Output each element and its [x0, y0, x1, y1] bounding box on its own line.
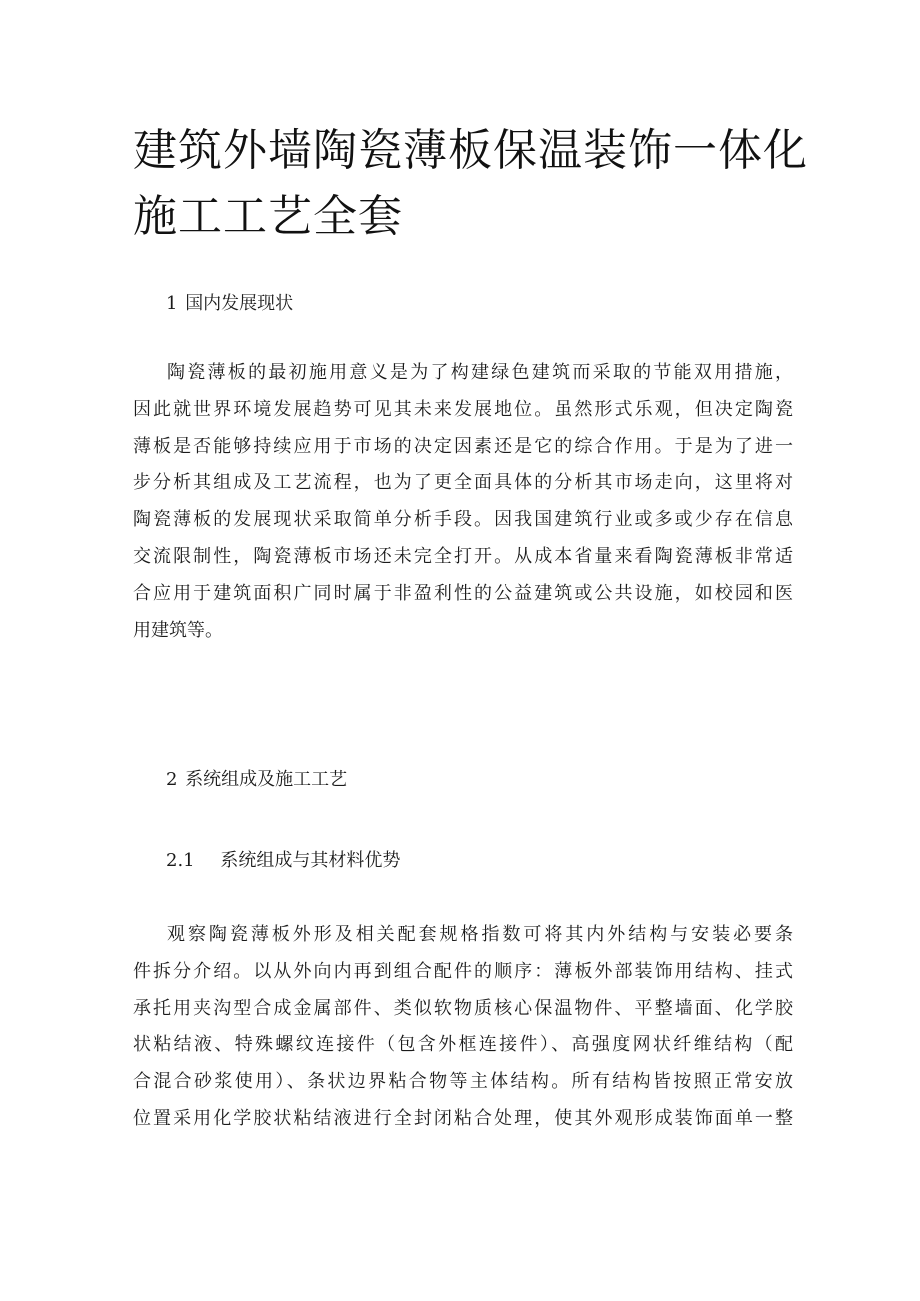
paragraph-domestic-status	[133, 355, 793, 649]
paragraph-line: 观察陶瓷薄板外形及相关配套规格指数可将其内外结构与安装必要条	[167, 924, 793, 945]
section-number: 2.1	[166, 850, 195, 871]
section-heading-2-1	[166, 846, 400, 876]
title-line-2: 施工工艺全套	[133, 191, 403, 242]
paragraph-line: 陶瓷薄板的最初施用意义是为了构建绿色建筑而采取的节能双用措施，	[167, 362, 793, 383]
title-line-1: 建筑外墙陶瓷薄板保温装饰一体化	[133, 125, 808, 176]
paragraph-line: 用建筑等。	[133, 619, 223, 641]
paragraph-line: 位置采用化学胶状粘结液进行全封闭粘合处理，使其外观形成装饰面单一整	[133, 1107, 793, 1129]
paragraph-line: 步分析其组成及工艺流程，也为了更全面具体的分析其市场走向，这里将对	[133, 472, 793, 494]
paragraph-line: 状粘结液、特殊螺纹连接件（包含外框连接件）、高强度网状纤维结构（配	[133, 1034, 793, 1056]
section-heading-2	[166, 765, 347, 795]
document-title	[133, 118, 813, 250]
section-label: 系统组成与其材料优势	[220, 850, 401, 871]
section-label: 国内发展现状	[185, 293, 294, 314]
section-label: 系统组成及施工工艺	[185, 769, 348, 790]
paragraph-line: 合混合砂浆使用）、条状边界粘合物等主体结构。所有结构皆按照正常安放	[133, 1071, 793, 1093]
paragraph-system-composition	[133, 917, 793, 1138]
section-number: 2	[166, 769, 178, 790]
paragraph-line: 交流限制性，陶瓷薄板市场还未完全打开。从成本省量来看陶瓷薄板非常适	[133, 545, 793, 567]
paragraph-line: 合应用于建筑面积广同时属于非盈利性的公益建筑或公共设施，如校园和医	[133, 582, 793, 604]
paragraph-line: 件拆分介绍。以从外向内再到组合配件的顺序：薄板外部装饰用结构、挂式	[133, 960, 793, 982]
section-number: 1	[166, 293, 178, 314]
paragraph-line: 因此就世界环境发展趋势可见其未来发展地位。虽然形式乐观，但决定陶瓷	[133, 398, 793, 420]
paragraph-line: 薄板是否能够持续应用于市场的决定因素还是它的综合作用。于是为了进一	[133, 435, 793, 457]
section-heading-1	[166, 289, 293, 319]
paragraph-line: 承托用夹沟型合成金属部件、类似软物质核心保温物件、平整墙面、化学胶	[133, 997, 793, 1019]
paragraph-line: 陶瓷薄板的发展现状采取简单分析手段。因我国建筑行业或多或少存在信息	[133, 509, 793, 531]
